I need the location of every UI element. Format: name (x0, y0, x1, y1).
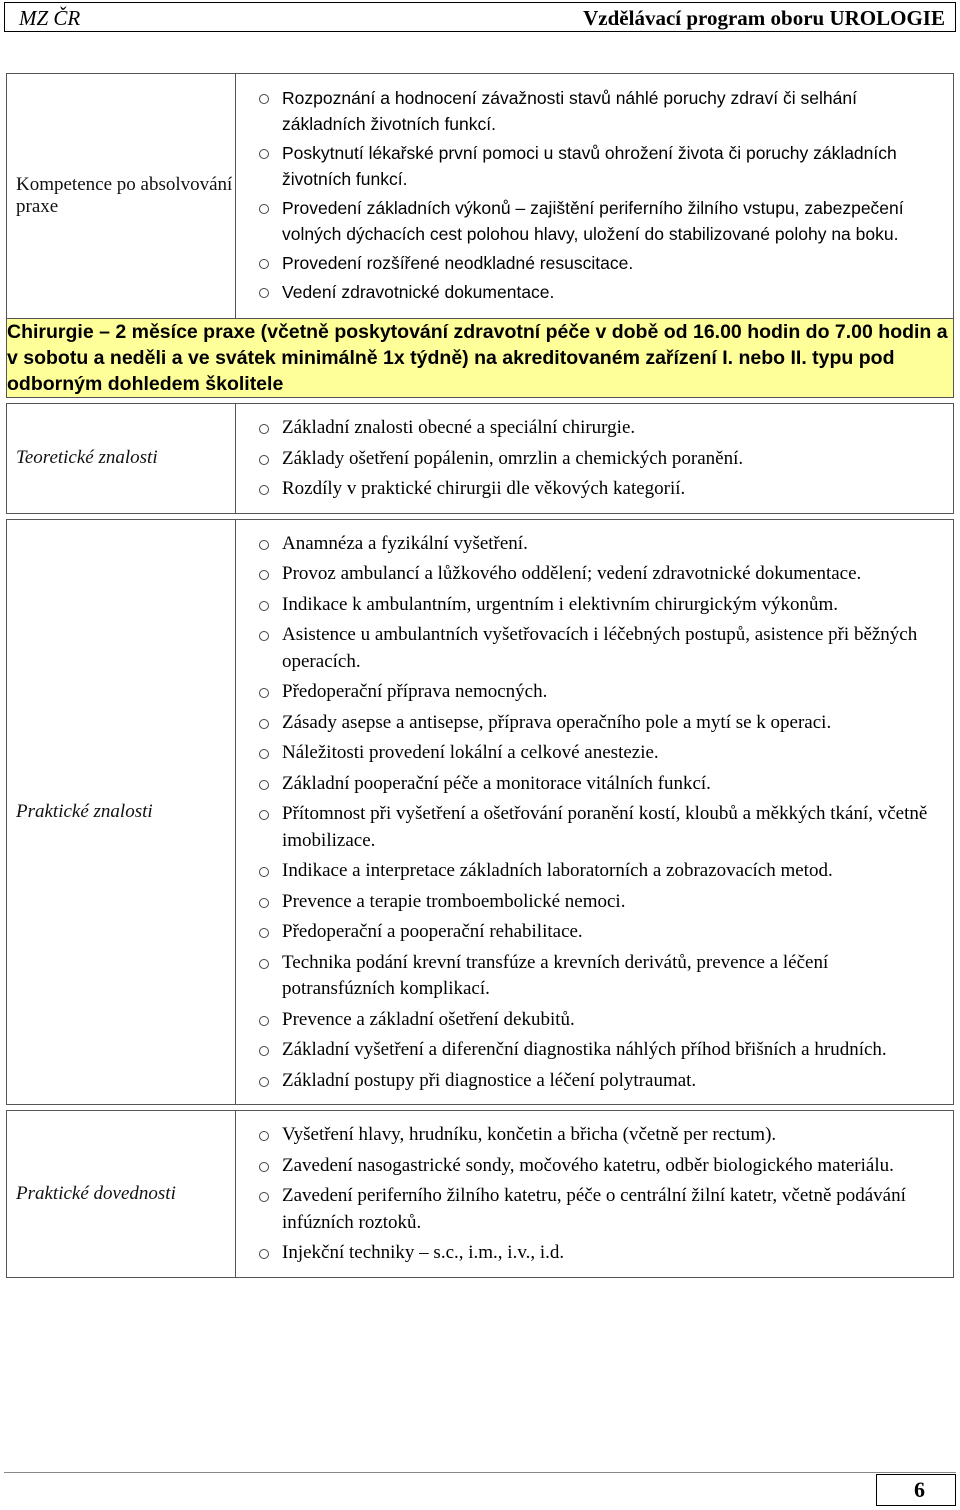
section-heading-row (7, 319, 954, 398)
practical-skills-row (7, 1111, 954, 1278)
practical-skills-content (236, 1111, 954, 1278)
theory-row (7, 404, 954, 514)
list-item-text: Vedení zdravotnické dokumentace. (282, 282, 555, 302)
list-item-text: Rozpoznání a hodnocení závažnosti stavů náhlé poruchy zdraví či selhání základních životních funkcí. (282, 88, 857, 134)
bullet-icon (259, 688, 269, 698)
bullet-icon (259, 1046, 269, 1056)
list-item (256, 561, 945, 588)
practical-knowledge-row (7, 519, 954, 1105)
competence-row (7, 74, 954, 319)
list-item (256, 858, 945, 885)
bullet-icon (259, 719, 269, 729)
bullet-icon (259, 1162, 269, 1172)
list-item (256, 195, 945, 247)
list-item (256, 85, 945, 137)
list-item-text: Provedení rozšířené neodkladné resuscitace. (282, 253, 634, 273)
list-item-text: Provoz ambulancí a lůžkového oddělení; vedení zdravotnické dokumentace. (282, 563, 862, 584)
list-item-text: Rozdíly v praktické chirurgii dle věkových kategorií. (282, 478, 686, 499)
list-item-text: Základní znalosti obecné a speciální chirurgie. (282, 417, 636, 438)
bullet-icon (259, 780, 269, 790)
list-item (256, 950, 945, 1003)
list-item-text: Indikace a interpretace základních laboratorních a zobrazovacích metod. (282, 860, 833, 881)
bullet-icon (259, 810, 269, 820)
bullet-icon (259, 94, 269, 104)
bullet-icon (259, 485, 269, 495)
list-item (256, 771, 945, 798)
practical-skills-list (256, 1122, 945, 1267)
page-header (4, 2, 956, 32)
list-item-text: Základní postupy při diagnostice a léčení polytraumat. (282, 1069, 697, 1091)
list-item (256, 1183, 945, 1236)
list-item-text: Zavedení periferního žilního katetru, péče o centrální žilní katetr, včetně podávání infúzních roztoků. (282, 1185, 906, 1233)
competence-list (256, 85, 945, 305)
list-item-text: Provedení základních výkonů – zajištění periferního žilního vstupu, zabezpečení volných dýchacích cest polohou hlavy, uložení do stabilizované polohy na boku. (282, 198, 904, 244)
bullet-icon (259, 959, 269, 969)
list-item-text: Přítomnost při vyšetření a ošetřování poranění kostí, kloubů a měkkých tkání, včetně imobilizace. (282, 803, 928, 851)
bullet-icon (259, 601, 269, 611)
list-item (256, 679, 945, 706)
list-item-text: Předoperační a pooperační rehabilitace. (282, 921, 583, 942)
header-title: Vzdělávací program oboru UROLOGIE (583, 6, 945, 30)
list-item (256, 622, 945, 675)
header-org: MZ ČR (19, 6, 81, 30)
list-item-text: Zásady asepse a antisepse, příprava operačního pole a mytí se k operaci. (282, 711, 832, 733)
section-heading: Chirurgie – 2 měsíce praxe (včetně poskytování zdravotní péče v době od 16.00 hodin do 7.00 hodin a v sobotu a neděli a ve svátek minimálně 1x týdně) na akreditovaném zařízení I. nebo II. typu pod odborným dohledem školitele (7, 319, 954, 398)
list-item-text: Náležitosti provedení lokální a celkové anestezie. (282, 742, 659, 763)
list-item-text: Indikace k ambulantním, urgentním i elektivním chirurgickým výkonům. (282, 593, 839, 615)
bullet-icon (259, 540, 269, 550)
bullet-icon (259, 1249, 269, 1259)
theory-content (236, 404, 954, 514)
bullet-icon (259, 1131, 269, 1141)
list-item-text: Základní pooperační péče a monitorace vitálních funkcí. (282, 772, 711, 794)
bullet-icon (259, 631, 269, 641)
competence-content (236, 74, 954, 319)
list-item-text: Předoperační příprava nemocných. (282, 681, 548, 702)
bullet-icon (259, 204, 269, 214)
bullet-icon (259, 259, 269, 269)
list-item-text: Základy ošetření popálenin, omrzlin a chemických poranění. (282, 447, 744, 469)
bullet-icon (259, 149, 269, 159)
list-item (256, 250, 945, 276)
list-item (256, 740, 945, 767)
list-item-text: Anamnéza a fyzikální vyšetření. (282, 532, 528, 554)
bullet-icon (259, 1016, 269, 1026)
practical-skills-label: Praktické dovednosti (7, 1111, 236, 1278)
competence-label: Kompetence po absolvování praxe (7, 74, 236, 319)
list-item (256, 710, 945, 737)
list-item-text: Zavedení nasogastrické sondy, močového katetru, odběr biologického materiálu. (282, 1154, 894, 1176)
practical-knowledge-list (256, 531, 945, 1095)
bullet-icon (259, 1077, 269, 1087)
curriculum-table (6, 73, 954, 1278)
footer-rule (4, 1472, 956, 1473)
list-item-text: Poskytnutí lékařské první pomoci u stavů ohrožení života či poruchy základních životních funkcí. (282, 143, 897, 189)
list-item (256, 801, 945, 854)
list-item (256, 446, 945, 473)
page-number: 6 (876, 1474, 956, 1506)
bullet-icon (259, 424, 269, 434)
bullet-icon (259, 749, 269, 759)
practical-knowledge-content (236, 519, 954, 1105)
bullet-icon (259, 455, 269, 465)
list-item-text: Asistence u ambulantních vyšetřovacích i léčebných postupů, asistence při běžných operacích. (282, 624, 918, 672)
list-item (256, 476, 945, 503)
list-item-text: Injekční techniky – s.c., i.m., i.v., i.d. (282, 1242, 565, 1263)
theory-label: Teoretické znalosti (7, 404, 236, 514)
list-item (256, 415, 945, 442)
list-item (256, 1037, 945, 1064)
bullet-icon (259, 867, 269, 877)
list-item (256, 531, 945, 558)
list-item (256, 1240, 945, 1267)
list-item-text: Vyšetření hlavy, hrudníku, končetin a břicha (včetně per rectum). (282, 1124, 777, 1145)
list-item-text: Prevence a základní ošetření dekubitů. (282, 1008, 575, 1030)
list-item (256, 1122, 945, 1149)
theory-list (256, 415, 945, 503)
bullet-icon (259, 288, 269, 298)
list-item (256, 1068, 945, 1095)
list-item (256, 1007, 945, 1034)
bullet-icon (259, 928, 269, 938)
list-item (256, 279, 945, 305)
list-item (256, 889, 945, 916)
list-item-text: Základní vyšetření a diferenční diagnostika náhlých příhod břišních a hrudních. (282, 1039, 887, 1060)
list-item-text: Prevence a terapie tromboembolické nemoci. (282, 890, 626, 912)
list-item-text: Technika podání krevní transfúze a krevních derivátů, prevence a léčení potransfúzních komplikací. (282, 951, 829, 999)
list-item (256, 1153, 945, 1180)
list-item (256, 592, 945, 619)
bullet-icon (259, 1192, 269, 1202)
list-item (256, 140, 945, 192)
bullet-icon (259, 570, 269, 580)
bullet-icon (259, 898, 269, 908)
practical-knowledge-label: Praktické znalosti (7, 519, 236, 1105)
list-item (256, 919, 945, 946)
